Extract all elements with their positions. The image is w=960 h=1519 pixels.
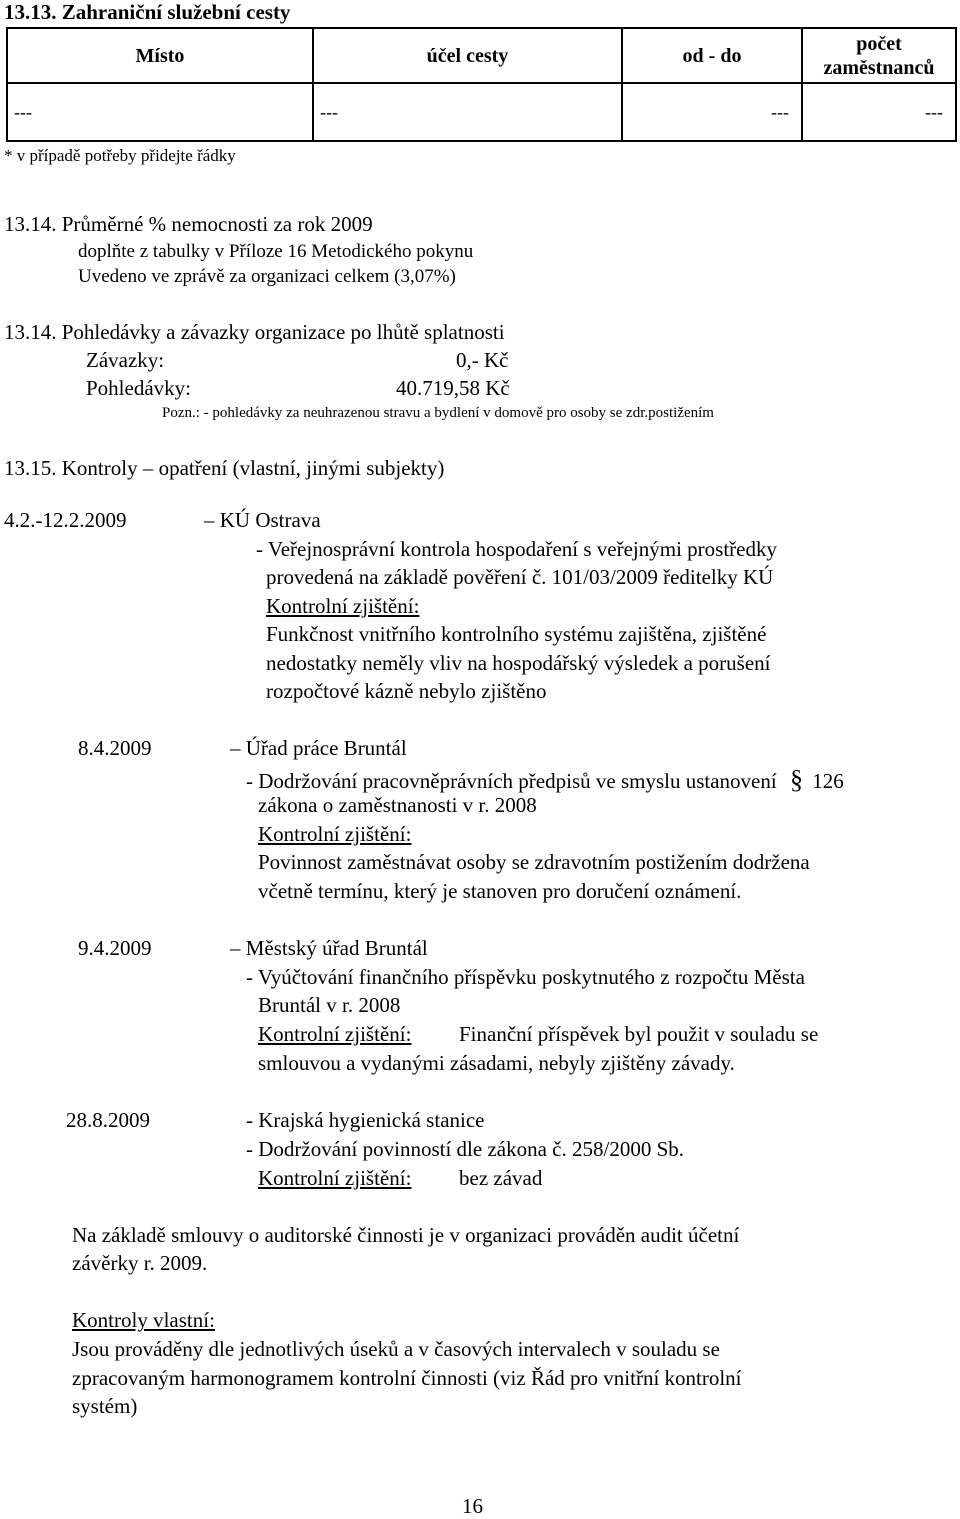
control-subject: – Úřad práce Bruntál (230, 736, 407, 760)
section-heading-foreign-trips: 13.13. Zahraniční služební cesty (4, 0, 291, 24)
control-finding-text: smlouvou a vydanými zásadami, nebyly zjištěny závady. (258, 1051, 735, 1075)
liabilities-label: Závazky: (86, 348, 165, 372)
audit-text: závěrky r. 2009. (72, 1251, 208, 1275)
own-controls-text: zpracovaným harmonogramem kontrolní činnosti (viz Řád pro vnitřní kontrolní (72, 1366, 742, 1390)
sickness-value-text: Uvedeno ve zprávě za organizaci celkem (3,07%) (78, 266, 456, 287)
col-header-employee-count-line1: počet (856, 32, 902, 55)
control-finding-label: Kontrolní zjištění: (258, 822, 412, 846)
table-row (7, 83, 956, 141)
control-description (246, 765, 844, 795)
control-date: 28.8.2009 (66, 1108, 150, 1132)
liabilities-value: 0,- Kč (456, 348, 509, 372)
section-title-receivables: 13.14. Pohledávky a závazky organizace po lhůtě splatnosti (4, 320, 505, 344)
control-finding-label: Kontrolní zjištění: (266, 594, 420, 618)
control-description: zákona o zaměstnanosti v r. 2008 (258, 793, 537, 817)
control-description: - Vyúčtování finančního příspěvku poskytnutého z rozpočtu Města (246, 965, 805, 989)
control-finding-label: Kontrolní zjištění: (258, 1166, 412, 1190)
own-controls-text: systém) (72, 1394, 138, 1418)
control-description-number: 126 (812, 769, 844, 793)
control-description: provedená na základě pověření č. 101/03/2009 ředitelky KÚ (266, 565, 774, 589)
section-sign: § (789, 765, 803, 794)
control-subject: – KÚ Ostrava (204, 508, 321, 532)
control-finding-text: Funkčnost vnitřního kontrolního systému zajištěna, zjištěné (266, 622, 767, 646)
col-header-place: Místo (7, 28, 313, 83)
table-note: * v případě potřeby přidejte řádky (4, 146, 236, 165)
receivables-value: 40.719,58 Kč (396, 376, 510, 400)
control-finding-text: nedostatky neměly vliv na hospodářský výsledek a porušení (266, 651, 771, 675)
own-controls-text: Jsou prováděny dle jednotlivých úseků a v časových intervalech v souladu se (72, 1337, 720, 1361)
section-title-sickness: 13.14. Průměrné % nemocnosti za rok 2009 (4, 212, 373, 236)
control-finding-text: Povinnost zaměstnávat osoby se zdravotním postižením dodržena (258, 850, 810, 874)
control-subject: – Městský úřad Bruntál (230, 936, 428, 960)
control-finding-label: Kontrolní zjištění: (258, 1022, 412, 1046)
control-description: Bruntál v r. 2008 (258, 993, 401, 1017)
control-finding-text: bez závad (459, 1166, 543, 1190)
page-number: 16 (462, 1494, 483, 1518)
col-header-purpose: účel cesty (313, 28, 622, 83)
table-cell: --- (622, 83, 802, 141)
col-header-employee-count-line2: zaměstnanců (823, 56, 935, 79)
control-date: 8.4.2009 (78, 736, 152, 760)
table-cell: --- (313, 83, 622, 141)
own-controls-label: Kontroly vlastní: (72, 1308, 215, 1332)
audit-text: Na základě smlouvy o auditorské činnosti je v organizaci prováděn audit účetní (72, 1223, 740, 1247)
col-header-employee-count (802, 28, 956, 83)
control-date: 4.2.-12.2.2009 (4, 508, 127, 532)
foreign-trips-table (6, 27, 957, 142)
control-finding-text: Finanční příspěvek byl použit v souladu se (459, 1022, 819, 1046)
control-description-text: - Dodržování pracovněprávních předpisů ve smyslu ustanovení (246, 769, 777, 793)
control-finding-text: včetně termínu, který je stanoven pro doručení oznámení. (258, 879, 742, 903)
control-description: - Krajská hygienická stanice (246, 1108, 485, 1132)
control-description: - Veřejnosprávní kontrola hospodaření s veřejnými prostředky (256, 537, 777, 561)
table-cell: --- (7, 83, 313, 141)
col-header-dates: od - do (622, 28, 802, 83)
receivables-note: Pozn.: - pohledávky za neuhrazenou stravu a bydlení v domově pro osoby se zdr.postižením (162, 405, 714, 421)
table-header-row (7, 28, 956, 83)
section-title-controls: 13.15. Kontroly – opatření (vlastní, jinými subjekty) (4, 456, 445, 480)
control-finding-text: rozpočtové kázně nebylo zjištěno (266, 679, 547, 703)
receivables-label: Pohledávky: (86, 376, 191, 400)
sickness-instruction: doplňte z tabulky v Příloze 16 Metodického pokynu (78, 241, 474, 262)
control-date: 9.4.2009 (78, 936, 152, 960)
control-description: - Dodržování povinností dle zákona č. 258/2000 Sb. (246, 1137, 685, 1161)
table-cell: --- (802, 83, 956, 141)
